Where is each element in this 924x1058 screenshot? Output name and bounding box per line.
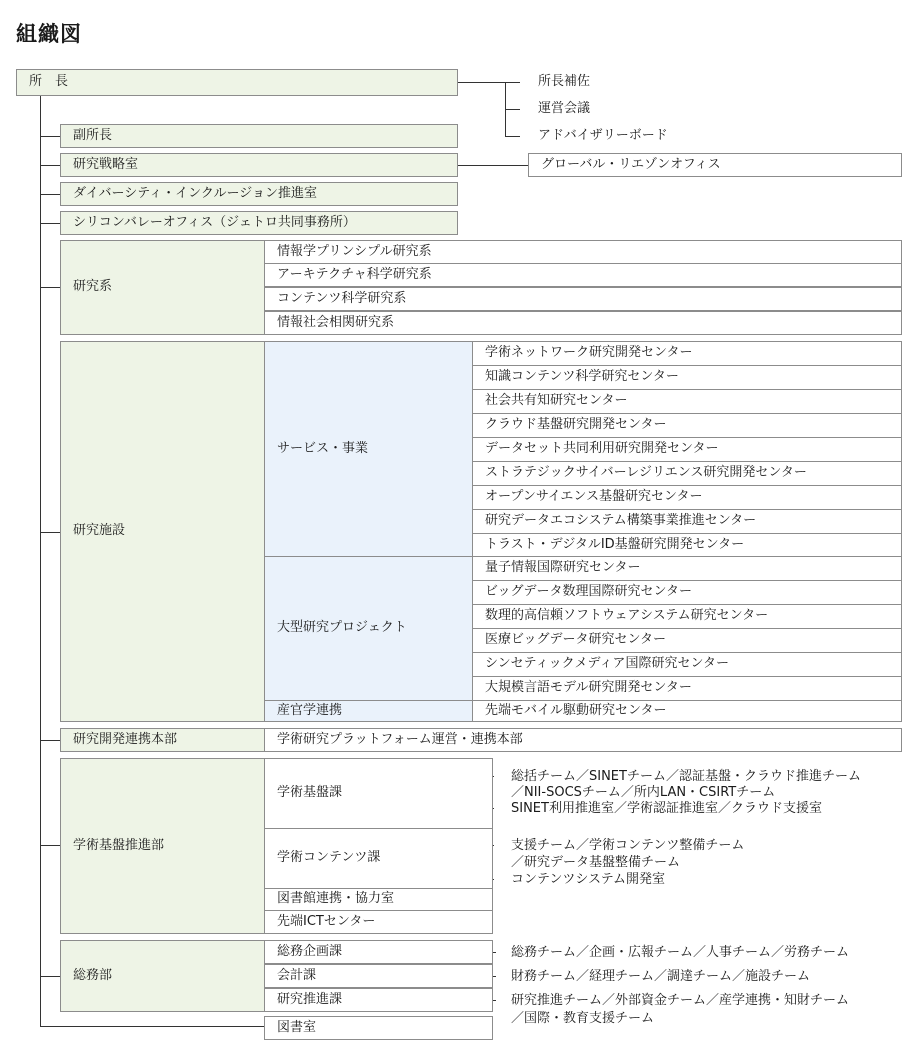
center-name: シンセティックメディア国際研究センター [485,656,729,672]
research-promo-label: 研究推進課 [277,991,343,1007]
connector-academic-infra [40,845,60,846]
connector-research-facilities [40,532,60,533]
center-item [472,413,902,438]
infra-section-box [264,758,493,829]
planning-teams: 総務チーム／企画・広報チーム／人事チーム／労務チーム [511,945,850,960]
planning-label: 総務企画課 [277,943,343,959]
center-name: 研究データエコシステム構築事業推進センター [485,513,757,529]
center-name: 社会共有知研究センター [485,393,628,409]
service-group-label: サービス・事業 [277,440,369,456]
accounting-teams: 財務チーム／経理チーム／調達チーム／施設チーム [511,969,811,984]
library-office-label: 図書館連携・協力室 [277,891,395,907]
research-promo-teams: 研究推進チーム／外部資金チーム／産学連携・知財チーム [511,993,850,1008]
connector-director-staff [458,82,520,83]
center-name: ビッグデータ数理国際研究センター [485,584,692,600]
center-name: トラスト・デジタルID基盤研究開発センター [485,537,745,553]
research-division-item [264,311,902,335]
ict-center-box [264,910,493,934]
center-name: 量子情報国際研究センター [485,560,641,576]
contents-team-line: ／研究データ基盤整備チーム [511,855,681,870]
center-name: 大規模言語モデル研究開発センター [485,680,692,696]
director-staff-2: 運営会議 [538,101,591,116]
research-division-item [264,287,902,311]
center-name: データセット共同利用研究開発センター [485,441,719,457]
infra-team-line: ／NII-SOCSチーム／所内LAN・CSIRTチーム [511,785,776,800]
center-item [472,485,902,510]
connector-general-affairs [40,976,60,977]
connector-staff-2 [505,109,520,110]
rd-collab-item-box [264,728,902,752]
research-divisions-label: 研究系 [73,279,113,295]
director-box [16,69,458,96]
center-item [472,509,902,534]
vice-director-box [60,124,458,148]
center-item [472,341,902,366]
silicon-valley-box [60,211,458,235]
connector-rd-collab [40,740,60,741]
director-staff-3: アドバイザリーボード [538,128,668,143]
research-division-name: アーキテクチャ科学研究系 [277,266,432,282]
research-promo-box [264,988,493,1012]
center-item [472,580,902,605]
library-box [264,1016,493,1040]
research-division-item [264,263,902,287]
center-item [472,676,902,701]
research-division-name: 情報学プリンシプル研究系 [277,243,432,259]
diversity-office-box [60,182,458,206]
page-title: 組織図 [16,22,82,46]
service-group-box [264,341,473,557]
connector-global-liaison [458,165,528,166]
connector-library [40,1026,264,1027]
director-label: 所 長 [29,74,69,90]
connector-silicon-valley [40,223,60,224]
research-division-name: コンテンツ科学研究系 [277,290,407,306]
library-label: 図書室 [277,1019,317,1035]
connector-diversity-office [40,194,60,195]
center-item [472,652,902,677]
rd-collab-item-label: 学術研究プラットフォーム運営・連携本部 [277,731,523,747]
strategy-office-box [60,153,458,177]
center-item [472,604,902,629]
academic-infra-box [60,758,265,934]
center-item [472,628,902,653]
connector-staff-3 [505,136,520,137]
global-liaison-box [528,153,902,177]
center-item [472,437,902,462]
center-name: オープンサイエンス基盤研究センター [485,489,703,505]
strategy-office-label: 研究戦略室 [73,156,139,172]
infra-team-line: SINET利用推進室／学術認証推進室／クラウド支援室 [511,801,822,816]
general-affairs-label: 総務部 [73,967,113,983]
main-trunk-line [40,96,41,1026]
research-division-item [264,240,902,264]
general-affairs-box [60,940,265,1012]
research-facilities-box [60,341,265,722]
global-liaison-label: グローバル・リエゾンオフィス [541,156,721,172]
vice-director-label: 副所長 [73,127,113,143]
research-divisions-box [60,240,265,335]
contents-section-box [264,828,493,889]
infra-section-label: 学術基盤課 [277,785,343,801]
library-office-box [264,888,493,911]
research-division-name: 情報社会相関研究系 [277,314,395,330]
diversity-office-label: ダイバーシティ・インクルージョン推進室 [73,185,318,201]
center-item [472,533,902,558]
industry-box [264,700,473,722]
director-staff-1: 所長補佐 [538,74,591,89]
industry-center-box [472,700,902,722]
research-promo-teams: ／国際・教育支援チーム [511,1011,655,1026]
research-facilities-label: 研究施設 [73,523,126,539]
industry-center-label: 先端モバイル駆動研究センター [485,702,667,718]
academic-infra-label: 学術基盤推進部 [73,837,165,853]
center-item [472,461,902,486]
center-item [472,365,902,390]
industry-label: 産官学連携 [277,702,343,718]
center-item [472,389,902,414]
accounting-label: 会計課 [277,967,317,983]
large-projects-box [264,556,473,701]
center-item [472,556,902,581]
center-name: 医療ビッグデータ研究センター [485,632,666,648]
infra-team-line: 総括チーム／SINETチーム／認証基盤・クラウド推進チーム [511,769,861,784]
rd-collab-box [60,728,265,752]
center-name: クラウド基盤研究開発センター [485,417,667,433]
connector-research-divisions [40,287,60,288]
center-name: ストラテジックサイバーレジリエンス研究開発センター [485,465,807,481]
center-name: 知識コンテンツ科学研究センター [485,369,679,385]
center-name: 数理的高信頼ソフトウェアシステム研究センター [485,608,769,624]
contents-team-line: 支援チーム／学術コンテンツ整備チーム [511,838,745,853]
silicon-valley-label: シリコンバレーオフィス（ジェトロ共同事務所） [73,214,356,230]
ict-center-label: 先端ICTセンター [277,913,376,929]
large-projects-label: 大型研究プロジェクト [277,620,407,636]
planning-box [264,940,493,964]
rd-collab-label: 研究開発連携本部 [73,731,178,747]
accounting-box [264,964,493,988]
connector-vice-director [40,136,60,137]
contents-section-label: 学術コンテンツ課 [277,850,381,866]
connector-strategy-office [40,165,60,166]
contents-team-line: コンテンツシステム開発室 [511,872,666,887]
center-name: 学術ネットワーク研究開発センター [485,345,693,361]
